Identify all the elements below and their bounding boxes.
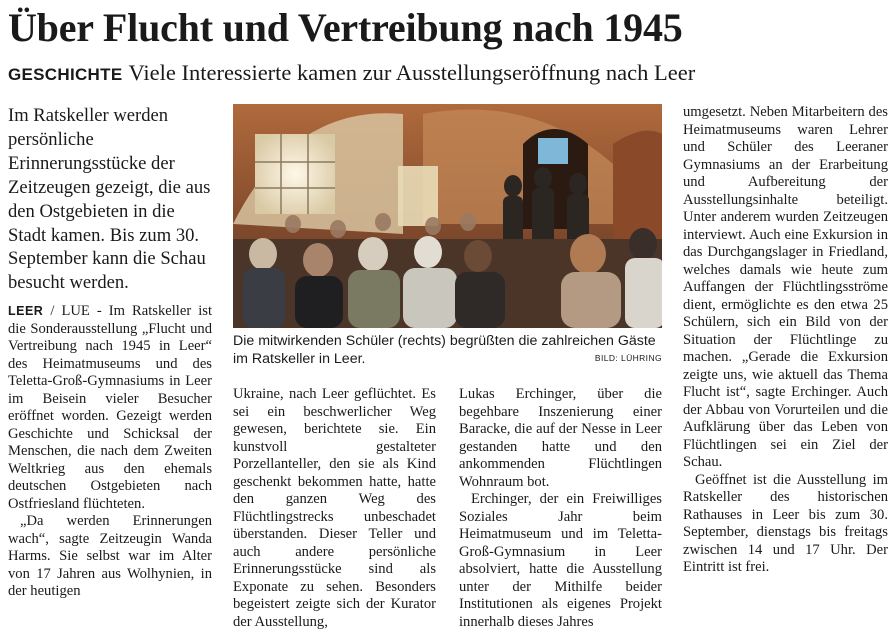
article-photo (233, 104, 662, 328)
article-column-4 (683, 104, 888, 577)
paragraph: Erchinger, der ein Freiwilliges Soziales Jahr beim Heimatmuseum und im Teletta-Groß-Gymnasium in Leer absolviert, hatte die Ausstellung unter der Mithilfe beider Institutionen als eigenes Projekt innerhalb dieses Jahres (459, 491, 662, 630)
headline: Über Flucht und Vertreibung nach 1945 (8, 5, 683, 50)
rubric-label: GESCHICHTE (8, 65, 123, 84)
paragraph: umgesetzt. Neben Mitarbeitern des Heimatmuseums waren Lehrer und Schüler des Leeraner Gymnasiums an der Erarbeitung und Aufbereitung der Ausstellungsinhalte beteiligt. Unter anderem wurden Zeitzeugen interviewt. Auch eine Exkursion in das Durchgangslager in Friedland, welches damals wie heute zum Auffangen der Flüchtlingsströme dient, ermöglichte es den etwa 25 Schülern, sich ein Bild von der Situation der Flüchtlinge zu machen. „Gerade die Exkursion zeigte uns, wie aktuell das Thema Flucht ist“, sagte Erchinger. Auch der Abbau von Vorurteilen und die Aufklärung über das Leben von Flüchtlingen sei ein Ziel der Schau. (683, 104, 888, 470)
intro-text (8, 104, 216, 295)
photo-credit: BILD: LÜHRING (594, 353, 662, 363)
paragraph: Geöffnet ist die Ausstellung im Ratskeller des historischen Rathauses in Leer bis zum 30. September, dienstags bis freitags zwischen 14 und 17 Uhr. Der Eintritt ist frei. (683, 471, 888, 575)
dateline: LEER (8, 304, 44, 318)
caption-text: Die mitwirkenden Schüler (rechts) begrüßten die zahlreichen Gäste im Ratskeller in Leer. (233, 333, 656, 367)
paragraph: Ukraine, nach Leer geflüchtet. Es sei ein beschwerlicher Weg gewesen, berichtete sie. Ein kunstvoll gestalteter Porzellanteller, den sie als Kind geschenkt bekommen hatte, hatte den ganzen Weg des Flüchtlingstrecks unbeschadet überstanden. Dieser Teller und auch andere persönliche Erinnerungsstücke sind als Exponate zu sehen. Besonders begeistert zeigte sich der Kurator der Ausstellung, (233, 386, 436, 630)
subheadline: Viele Interessierte kamen zur Ausstellungseröffnung nach Leer (128, 60, 696, 85)
subheadline-row (8, 58, 695, 90)
article-column-1 (8, 303, 212, 601)
photo-caption (233, 332, 662, 368)
article-column-3 (459, 386, 662, 631)
paragraph: Lukas Erchinger, über die begehbare Inszenierung einer Baracke, die auf der Nesse in Leer gestanden hatte und den ankommenden Flüchtlingen Wohnraum bot. (459, 386, 662, 490)
dateline-author: / LUE - (43, 303, 109, 319)
paragraph-text: Im Ratskeller ist die Sonderausstellung „Flucht und Vertreibung nach 1945 in Leer“ des Heimatmuseums und des Teletta-Groß-Gymnasiums in Leer im Beisein vieler Besucher eröffnet worden. Gezeigt werden Geschichte und Schicksal der Menschen, die nach dem Zweiten Weltkrieg aus den ehemals deutschen Ostgebieten nach Ostfriesland flüchteten. (8, 303, 212, 512)
paragraph (8, 303, 212, 513)
paragraph: „Da werden Erinnerungen wach“, sagte Zeitzeugin Wanda Harms. Sie selbst war im Alter von 17 Jahren aus Wolhynien, in der heutigen (8, 513, 212, 599)
intro-paragraph: Im Ratskeller werden persönliche Erinnerungsstücke der Zeitzeugen gezeigt, die aus den Ostgebieten in die Stadt kamen. Bis zum 30. September kann die Schau besucht werden. (8, 105, 211, 294)
article-column-2 (233, 386, 436, 631)
